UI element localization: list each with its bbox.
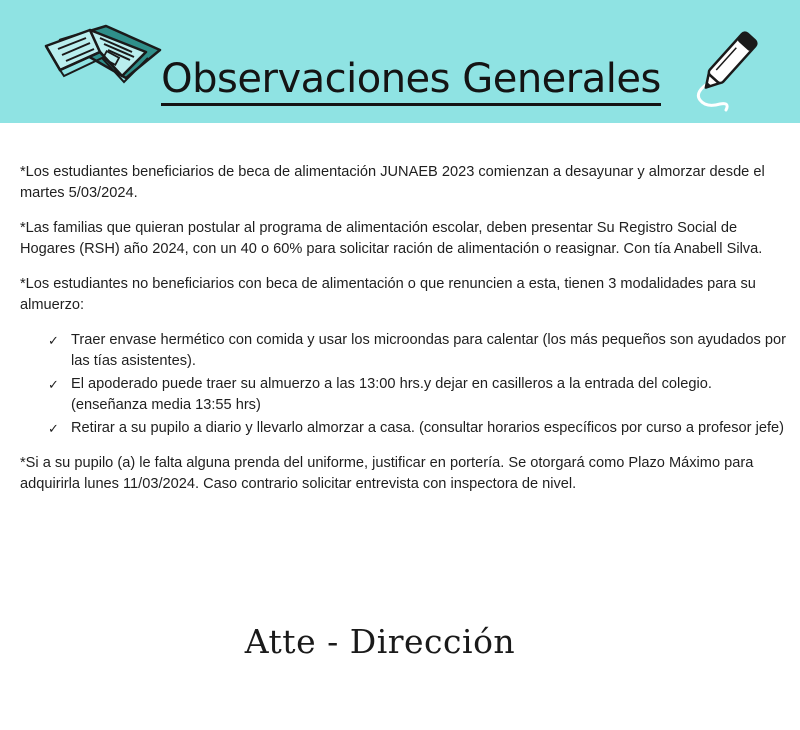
header-banner [0,0,800,123]
paragraph-uniforme: *Si a su pupilo (a) le falta alguna prenda del uniforme, justificar en portería. Se otorgará como Plazo Máximo para adquirirla lunes 11/03/2024. Caso contrario solicitar entrevista con inspectora de nivel. [20,455,754,492]
list-item-text: El apoderado puede traer su almuerzo a las 13:00 hrs.y dejar en casilleros a la entrada del colegio. (enseñanza media 13:55 hrs) [71,376,712,413]
checkmark-icon: ✓ [48,422,59,437]
notice-body [20,162,790,509]
pen-icon [690,22,775,112]
list-item-text: Traer envase hermético con comida y usar los microondas para calentar (los más pequeños son ayudados por las tías asistentes). [71,332,786,369]
list-item [48,374,790,416]
paragraph-rsh-postulacion: *Las familias que quieran postular al programa de alimentación escolar, deben presentar Su Registro Social de Hogares (RSH) año 2024, con un 40 o 60% para solicitar ración de alimentación o reasignar. Con tía Anabell Silva. [20,220,763,257]
lunch-options-list [20,330,790,439]
paragraph-beca-junaeb: *Los estudiantes beneficiarios de beca de alimentación JUNAEB 2023 comienzan a desayunar y almorzar desde el martes 5/03/2024. [20,164,765,201]
checkmark-icon: ✓ [48,378,59,393]
signature: Atte - Dirección [244,622,516,661]
list-item [48,418,790,439]
page-title [0,56,800,106]
page-title-text: Observaciones Generales [161,56,661,106]
paragraph-modalidades: *Los estudiantes no beneficiarios con beca de alimentación o que renuncien a esta, tienen 3 modalidades para su almuerzo: [20,276,756,313]
list-item [48,330,790,372]
checkmark-icon: ✓ [48,334,59,349]
list-item-text: Retirar a su pupilo a diario y llevarlo almorzar a casa. (consultar horarios específicos por curso a profesor jefe) [71,420,784,436]
